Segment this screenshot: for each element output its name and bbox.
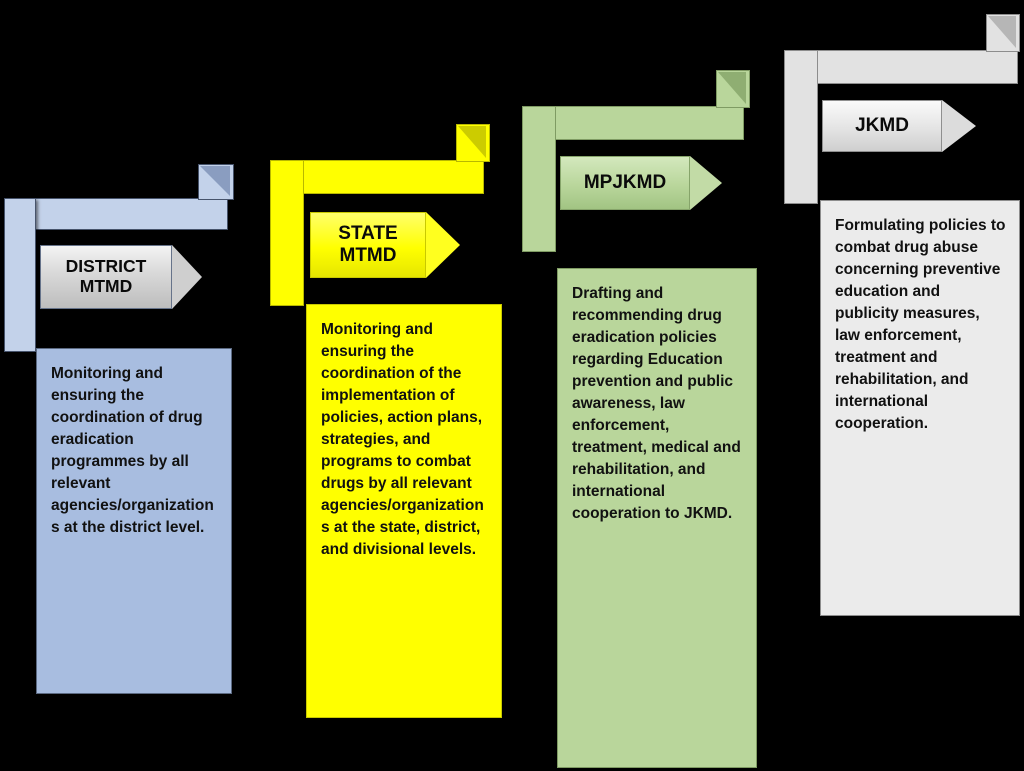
description-text-jkmd: Formulating policies to combat drug abuse concerning preventive education and publicity measures, law enforcement, treatment and rehabilitation, and international cooperation. <box>835 217 1006 432</box>
description-text-state-mtmd: Monitoring and ensuring the coordination of the implementation of policies, action plans, strategies, and programs to combat drugs by all relevant agencies/organizations at the state, district, and divisional levels. <box>321 321 484 558</box>
description-text-district-mtmd: Monitoring and ensuring the coordination of drug eradication programmes by all relevant agencies/organizations at the district level. <box>51 365 214 536</box>
description-box-district-mtmd <box>36 348 232 694</box>
description-box-mpjkmd <box>557 268 757 768</box>
pennant-label-mpjkmd: MPJKMD <box>583 172 667 194</box>
description-box-jkmd <box>820 200 1020 616</box>
pennant-label-jkmd: JKMD <box>855 115 909 137</box>
pennant-label-state-mtmd: STATE MTMD <box>338 223 398 266</box>
pennant-label-district-mtmd: DISTRICT MTMD <box>65 256 147 296</box>
description-box-state-mtmd <box>306 304 502 718</box>
description-text-mpjkmd: Drafting and recommending drug eradication policies regarding Education prevention and public awareness, law enforcement, treatment, medical and rehabilitation, and international cooperation to JKMD. <box>572 285 741 522</box>
